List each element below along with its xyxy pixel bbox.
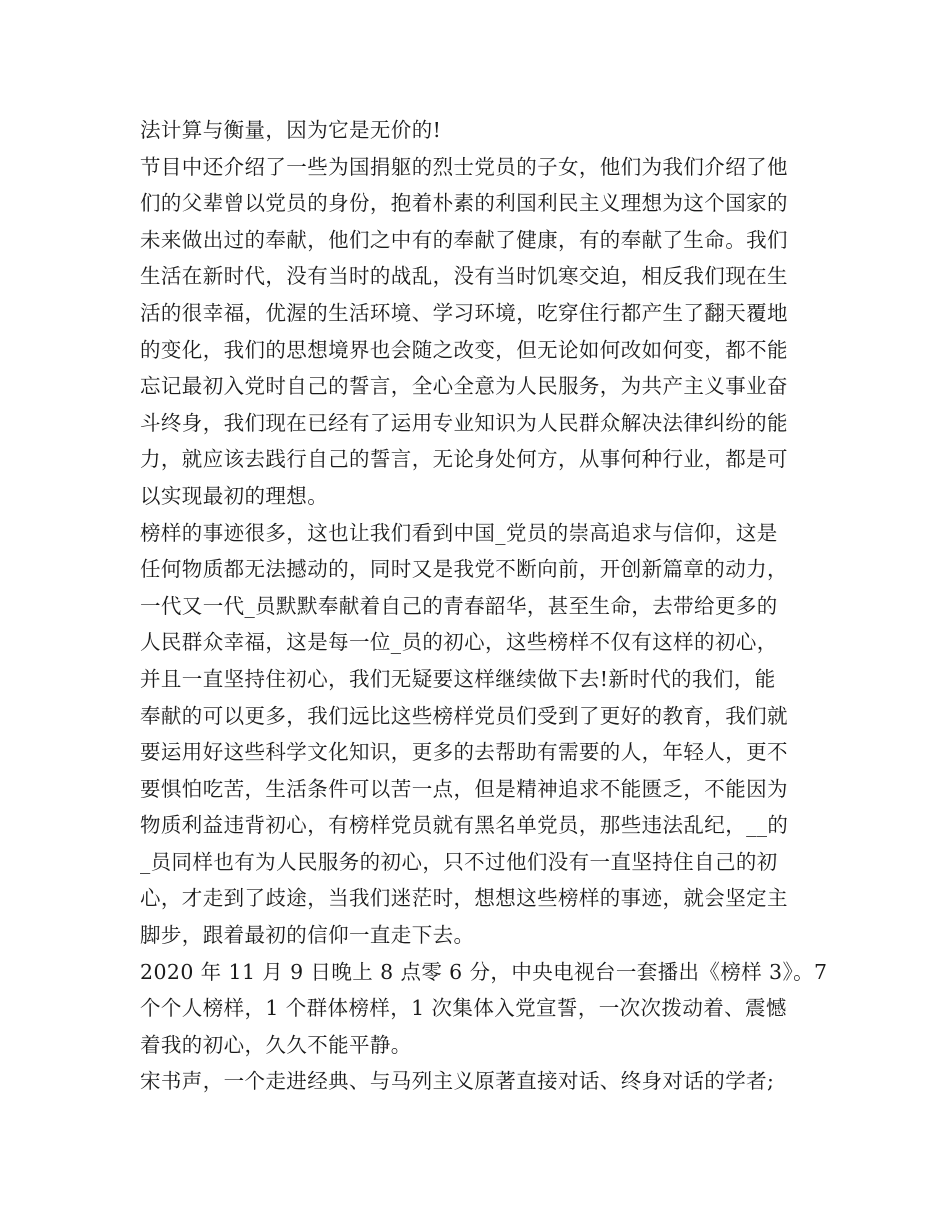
text-line: 宋书声，一个走进经典、与马列主义原著直接对话、终身对话的学者; bbox=[140, 1069, 775, 1094]
text-line: 人民群众幸福，这是每一位_员的初心，这些榜样不仅有这样的初心， bbox=[140, 630, 778, 655]
text-line: 忘记最初入党时自己的誓言，全心全意为人民服务，为共产主义事业奋 bbox=[140, 374, 788, 399]
text-line: 一代又一代_员默默奉献着自己的青春韶华，甚至生命，去带给更多的 bbox=[140, 593, 778, 618]
text-line: 着我的初心，久久不能平静。 bbox=[140, 1032, 412, 1057]
text-line: 物质利益违背初心，有榜样党员就有黑名单党员，那些违法乱纪，__的 bbox=[140, 813, 789, 838]
text-line: 斗终身，我们现在已经有了运用专业知识为人民群众解决法律纠纷的能 bbox=[140, 410, 788, 435]
text-line: 要运用好这些科学文化知识，更多的去帮助有需要的人，年轻人，更不 bbox=[140, 740, 788, 765]
text-line: 奉献的可以更多，我们远比这些榜样党员们受到了更好的教育，我们就 bbox=[140, 703, 788, 728]
text-line: 法计算与衡量，因为它是无价的! bbox=[140, 118, 442, 142]
text-line: _员同样也有为人民服务的初心，只不过他们没有一直坚持住自己的初 bbox=[140, 849, 778, 874]
text-line: 2020 年 11 月 9 日晚上 8 点零 6 分，中央电视台一套播出《榜样 3》。7 bbox=[140, 959, 828, 984]
text-line: 力，就应该去践行自己的誓言，无论身处何方，从事何种行业，都是可 bbox=[140, 447, 788, 472]
text-line: 榜样的事迹很多，这也让我们看到中国_党员的崇高追求与信仰，这是 bbox=[140, 520, 778, 545]
text-line: 未来做出过的奉献，他们之中有的奉献了健康，有的奉献了生命。我们 bbox=[140, 227, 788, 252]
text-line: 心，才走到了歧途，当我们迷茫时，想想这些榜样的事迹，就会坚定主 bbox=[140, 886, 788, 911]
text-line: 的变化，我们的思想境界也会随之改变，但无论如何改如何变，都不能 bbox=[140, 337, 788, 362]
text-line: 并且一直坚持住初心，我们无疑要这样继续做下去!新时代的我们，能 bbox=[140, 666, 776, 691]
text-line: 要惧怕吃苦，生活条件可以苦一点，但是精神追求不能匮乏，不能因为 bbox=[140, 776, 788, 801]
document-body bbox=[140, 112, 828, 1100]
text-line: 以实现最初的理想。 bbox=[140, 483, 329, 508]
text-line: 活的很幸福，优渥的生活环境、学习环境，吃穿住行都产生了翻天覆地 bbox=[140, 300, 788, 325]
text-line: 脚步，跟着最初的信仰一直走下去。 bbox=[140, 923, 475, 948]
text-line: 个个人榜样，1 个群体榜样，1 次集体入党宣誓，一次次拨动着、震憾 bbox=[140, 996, 787, 1021]
text-line: 任何物质都无法撼动的，同时又是我党不断向前，开创新篇章的动力， bbox=[140, 557, 788, 582]
text-line: 们的父辈曾以党员的身份，抱着朴素的利国利民主义理想为这个国家的 bbox=[140, 191, 788, 216]
text-line: 节目中还介绍了一些为国捐躯的烈士党员的子女，他们为我们介绍了他 bbox=[140, 154, 788, 179]
text-line: 生活在新时代，没有当时的战乱，没有当时饥寒交迫，相反我们现在生 bbox=[140, 264, 788, 289]
